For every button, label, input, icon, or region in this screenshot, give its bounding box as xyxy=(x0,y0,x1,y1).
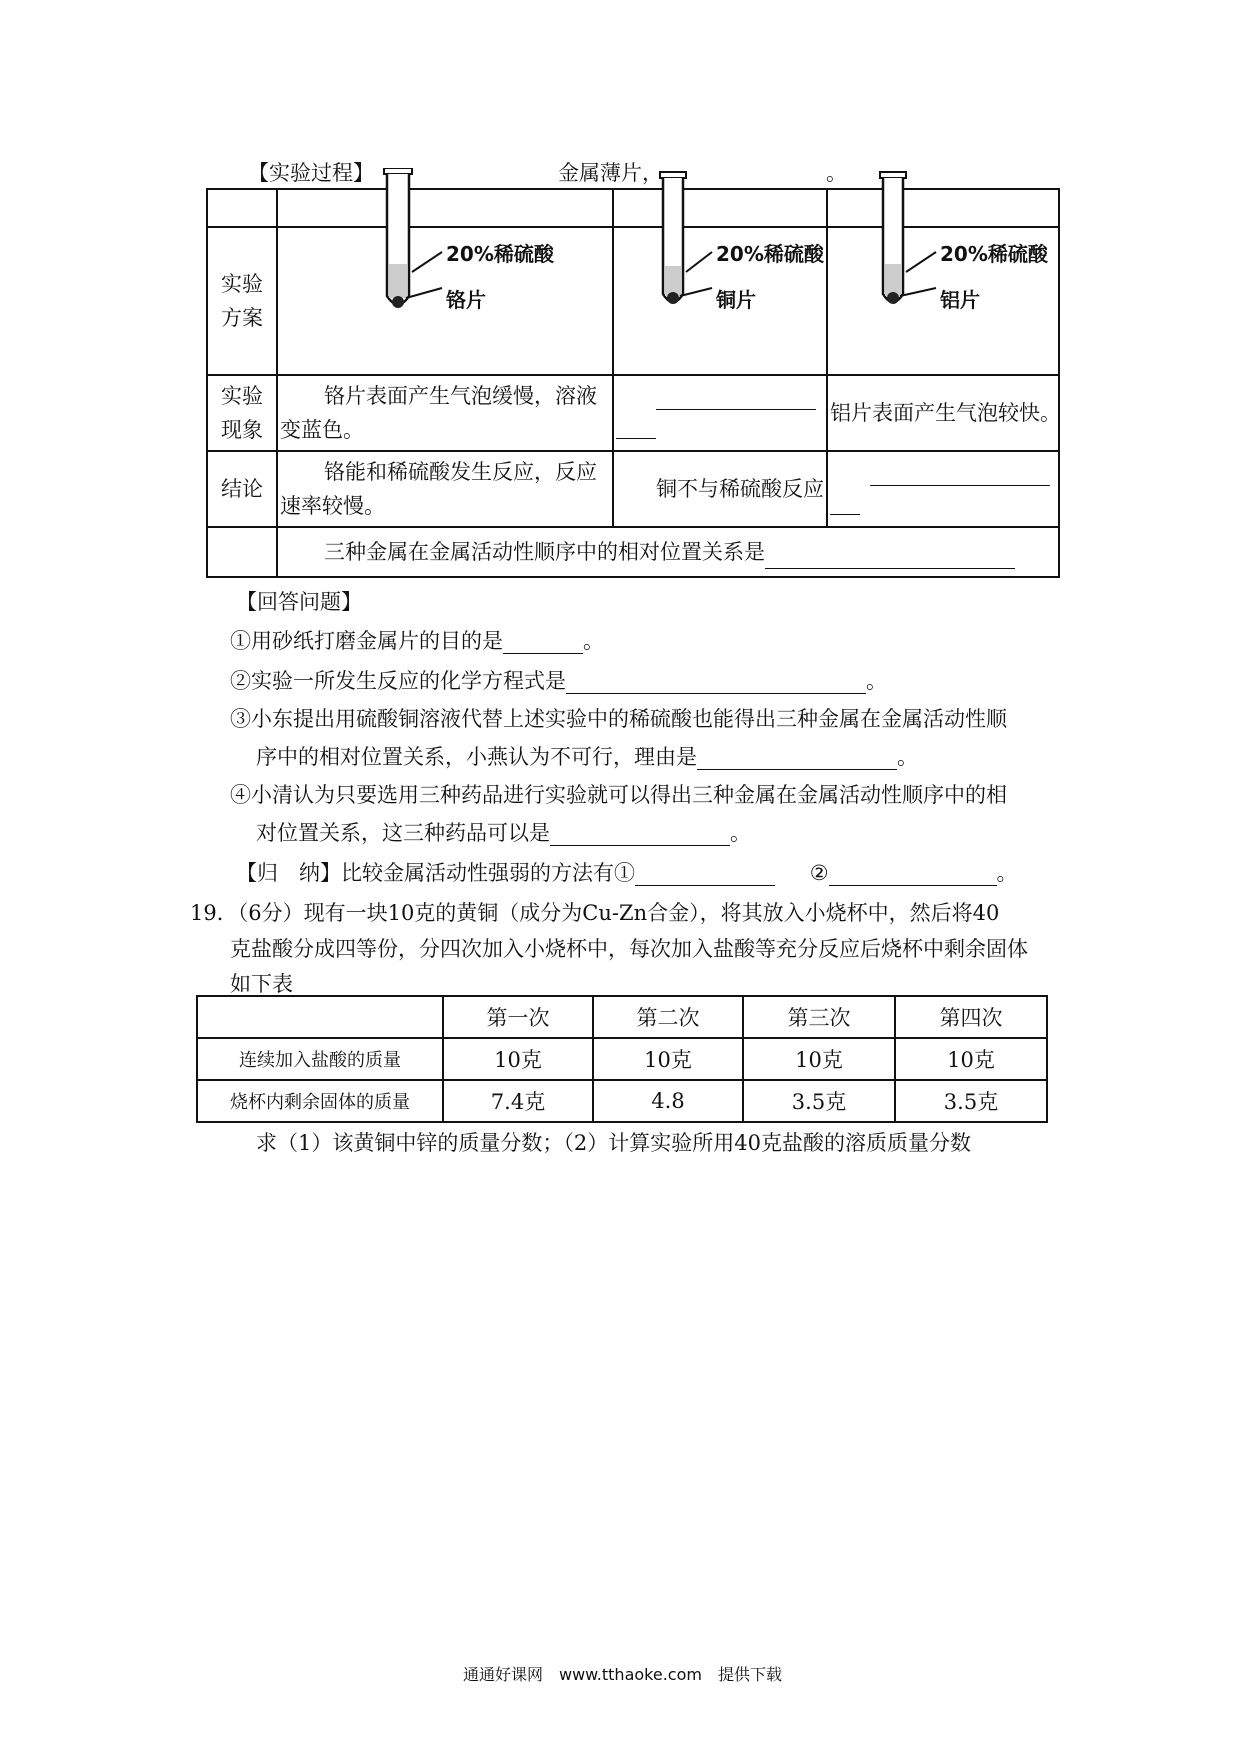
table-row xyxy=(197,1038,1047,1080)
question-3-line-2: 序中的相对位置关系，小燕认为不可行，理由是 。 xyxy=(256,745,918,769)
tube-cr-icon xyxy=(384,168,442,308)
row-label-phenomenon: 实验 现象 xyxy=(207,375,277,451)
table-cell xyxy=(197,996,443,1038)
table-row xyxy=(197,996,1047,1038)
phenomenon-cu-blank xyxy=(613,375,827,451)
conclusion-cr: 铬能和稀硫酸发生反应，反应速率较慢。 xyxy=(277,451,613,527)
table-cell: 第一次 xyxy=(443,996,593,1038)
tube-acid-label: 20%稀硫酸 xyxy=(940,242,1048,266)
table-cell: 第四次 xyxy=(895,996,1047,1038)
table-cell: 10克 xyxy=(895,1038,1047,1080)
process-heading: 【实验过程】 xyxy=(248,161,374,185)
summary-cell: 三种金属在金属活动性顺序中的相对位置关系是 xyxy=(277,527,1059,577)
question-19-line-3: 如下表 xyxy=(230,972,293,996)
table-row xyxy=(197,1080,1047,1122)
question-3-line-1: ③小东提出用硫酸铜溶液代替上述实验中的稀硫酸也能得出三种金属在金属活动性顺 xyxy=(230,707,1007,731)
tube-al-icon xyxy=(880,172,936,304)
table-cell: 3.5克 xyxy=(743,1080,895,1122)
question-19-prompt: 求（1）该黄铜中锌的质量分数；（2）计算实验所用40克盐酸的溶质质量分数 xyxy=(256,1131,971,1155)
table-cell: 4.8 xyxy=(593,1080,743,1122)
table-cell: 连续加入盐酸的质量 xyxy=(197,1038,443,1080)
process-text-fragment: 金属薄片， xyxy=(558,161,663,185)
header-cell-empty xyxy=(207,189,277,227)
question-2: ②实验一所发生反应的化学方程式是 。 xyxy=(230,669,887,693)
table-cell: 10克 xyxy=(743,1038,895,1080)
row-label-plan: 实验 方案 xyxy=(207,227,277,375)
table-cell: 烧杯内剩余固体的质量 xyxy=(197,1080,443,1122)
process-text-end: 。 xyxy=(826,161,847,185)
conclusion-al-blank xyxy=(827,451,1059,527)
answer-blank[interactable] xyxy=(697,749,897,770)
table-cell: 10克 xyxy=(443,1038,593,1080)
answer-blank[interactable] xyxy=(765,548,1015,569)
table-cell: 3.5克 xyxy=(895,1080,1047,1122)
question-19-line-2: 克盐酸分成四等份，分四次加入小烧杯中，每次加入盐酸等充分反应后烧杯中剩余固体 xyxy=(230,937,1028,961)
question-19-line-1: 19．（6分）现有一块10克的黄铜（成分为Cu-Zn合金），将其放入小烧杯中，然后将40 xyxy=(190,901,1000,925)
table-cell: 第三次 xyxy=(743,996,895,1038)
footer-text: 通通好课网 www.tthaoke.com 提供下载 xyxy=(463,1665,782,1684)
tube-cu-icon xyxy=(660,172,712,304)
tube-metal-label: 铜片 xyxy=(716,288,756,312)
conclusion-cu: 铜不与稀硫酸反应 xyxy=(613,451,827,527)
table-cell: 第二次 xyxy=(593,996,743,1038)
tube-metal-label: 铝片 xyxy=(940,288,980,312)
answer-blank[interactable] xyxy=(550,825,730,846)
tube-acid-label: 20%稀硫酸 xyxy=(446,242,554,266)
table-cell: 7.4克 xyxy=(443,1080,593,1122)
answer-blank[interactable] xyxy=(829,865,997,886)
tube-metal-label: 铬片 xyxy=(446,288,486,312)
data-table xyxy=(196,995,1048,1123)
question-4-line-2: 对位置关系，这三种药品可以是 。 xyxy=(256,821,751,845)
row-label-conclusion: 结论 xyxy=(207,451,277,527)
phenomenon-cr: 铬片表面产生气泡缓慢，溶液变蓝色。 xyxy=(277,375,613,451)
answer-blank[interactable] xyxy=(635,865,775,886)
table-cell: 10克 xyxy=(593,1038,743,1080)
answer-blank[interactable] xyxy=(566,673,866,694)
summary-label-cell xyxy=(207,527,277,577)
summary-line: 【归 纳】比较金属活动性强弱的方法有① ② 。 xyxy=(236,861,1018,885)
answer-blank[interactable] xyxy=(503,633,583,654)
phenomenon-al: 铝片表面产生气泡较快。 xyxy=(827,375,1059,451)
tube-acid-label: 20%稀硫酸 xyxy=(716,242,824,266)
question-4-line-1: ④小清认为只要选用三种药品进行实验就可以得出三种金属在金属活动性顺序中的相 xyxy=(230,783,1007,807)
answer-heading: 【回答问题】 xyxy=(236,590,362,614)
question-1: ①用砂纸打磨金属片的目的是 。 xyxy=(230,629,604,653)
